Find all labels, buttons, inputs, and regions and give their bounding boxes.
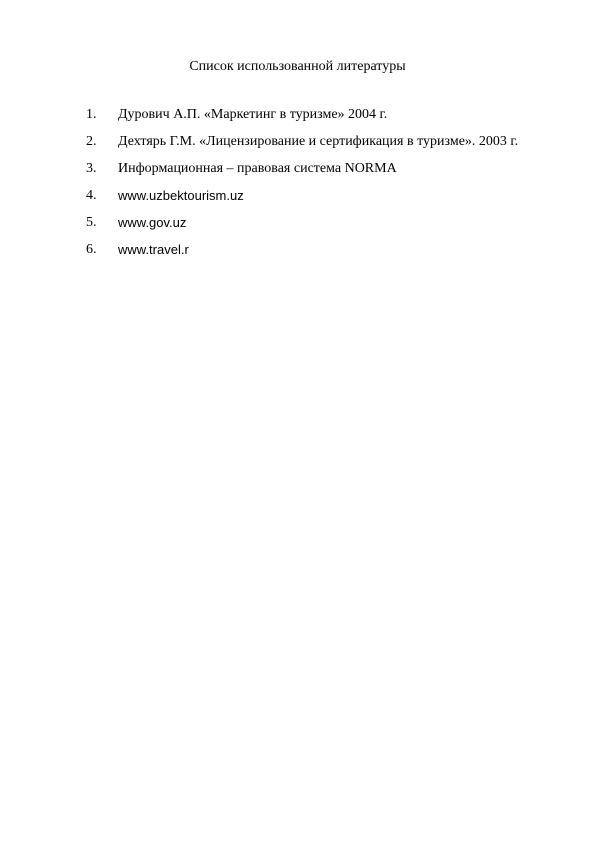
reference-item [86,241,566,268]
reference-text: www.gov.uz [118,215,187,230]
reference-text: www.uzbektourism.uz [118,188,244,203]
reference-item [86,106,566,133]
reference-item [86,133,566,160]
reference-number: 4. [86,188,97,203]
reference-item [86,187,566,214]
reference-number: 6. [86,242,97,257]
page-title: Список использованной литературы [189,59,406,74]
reference-number: 1. [86,107,97,122]
reference-number: 3. [86,161,97,176]
reference-text: Дурович А.П. «Маркетинг в туризме» 2004 г. [118,107,388,122]
reference-text: www.travel.r [118,242,189,257]
reference-text: Информационная – правовая система NORMA [118,161,397,176]
reference-item [86,160,566,187]
reference-text: Дехтярь Г.М. «Лицензирование и сертификация в туризме». 2003 г. [118,134,519,149]
reference-list [86,106,566,268]
reference-item [86,214,566,241]
reference-number: 2. [86,134,97,149]
reference-number: 5. [86,215,97,230]
